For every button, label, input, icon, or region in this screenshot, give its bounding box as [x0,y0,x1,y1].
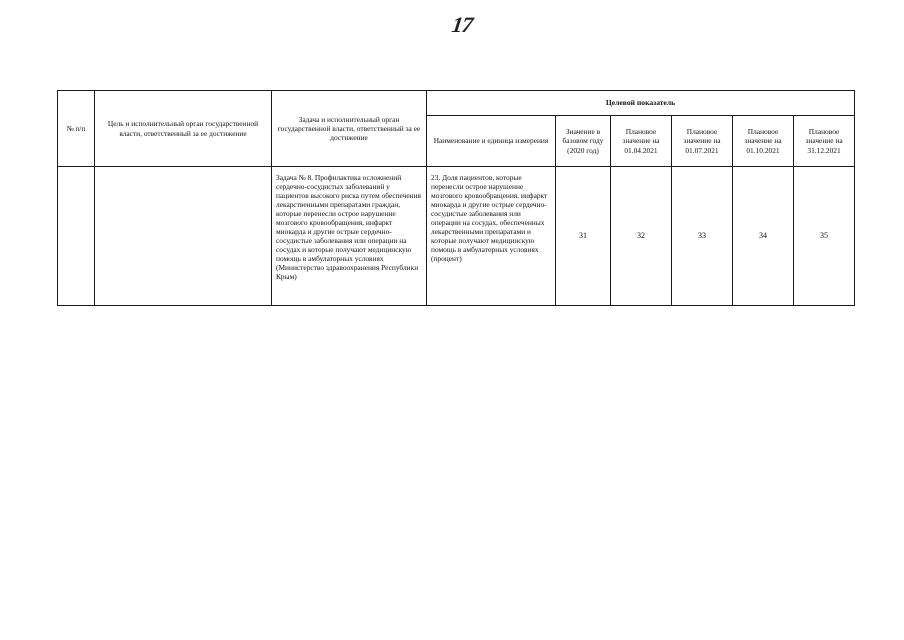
header-baseline: Значение в базовом году (2020 год) [556,116,611,167]
cell-goal [95,167,272,306]
cell-q1: 32 [611,167,672,306]
page-number: 17 [450,12,474,37]
table-row [58,167,855,306]
header-q2: Плановое значение на 01.07.2021 [672,116,733,167]
cell-q3: 34 [733,167,794,306]
cell-indicator: 23. Доля пациентов, которые перенесли острое нарушение мозгового кровообращения, инфаркт миокарда и другие острые сердечно-сосудистые заболевания или операции на сосудах, обеспеченных лекарственными препаратами и которые получают медицинскую помощь в амбулаторных условиях (процент) [427,167,556,306]
table-header-row [58,91,855,116]
header-q4: Плановое значение на 31.12.2021 [794,116,855,167]
cell-num [58,167,95,306]
cell-q4: 35 [794,167,855,306]
header-target-group: Целевой показатель [427,91,855,116]
target-indicators-table [57,90,855,306]
cell-q2: 33 [672,167,733,306]
header-q3: Плановое значение на 01.10.2021 [733,116,794,167]
header-goal: Цель и исполнительный орган государственной власти, ответственный за ее достижение [95,91,272,167]
header-task: Задача и исполнительный орган государственной власти, ответственный за ее достижение [272,91,427,167]
header-indicator: Наименование и единица измерения [427,116,556,167]
cell-task: Задача № 8. Профилактика осложнений сердечно-сосудистых заболеваний у пациентов высокого риска путем обеспечения лекарственными препаратами граждан, которые перенесли острое нарушение мозгового кровообращения, инфаркт миокарда и другие острые сердечно-сосудистые заболевания или операции на сосудах и которые получают медицинскую помощь в амбулаторных условиях (Министерство здравоохранения Республики Крым) [272,167,427,306]
cell-baseline: 31 [556,167,611,306]
header-q1: Плановое значение на 01.04.2021 [611,116,672,167]
header-num: № п/п [58,91,95,167]
